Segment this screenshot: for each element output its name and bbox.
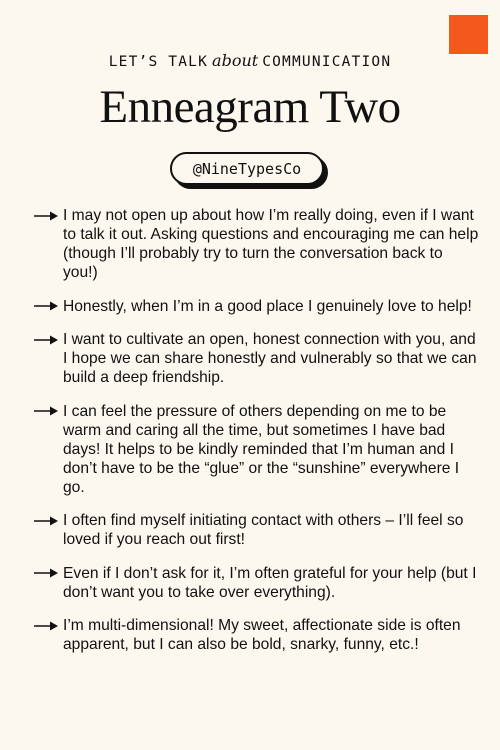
list-item [34, 330, 480, 387]
list-item-text: I often find myself initiating contact with others – I’ll feel so loved if you reach out first! [63, 512, 464, 548]
right-arrow-icon [34, 206, 63, 225]
kicker-after: COMMUNICATION [262, 54, 392, 70]
right-arrow-icon [34, 402, 63, 421]
right-arrow-icon [34, 297, 63, 316]
list-item [34, 402, 480, 497]
tips-list [34, 206, 480, 669]
kicker-before: LET’S TALK [108, 54, 209, 70]
list-item [34, 511, 480, 549]
kicker-script-word: about [212, 51, 259, 70]
list-item-text: I can feel the pressure of others depending on me to be warm and caring all the time, but sometimes I have bad days! It helps to be kindly reminded that I’m human and I don’t have to be the “glue” or the “sunshine” everywhere I go. [63, 402, 460, 496]
right-arrow-icon [34, 616, 63, 635]
list-item [34, 616, 480, 654]
kicker-heading [0, 51, 500, 70]
right-arrow-icon [34, 511, 63, 530]
list-item [34, 564, 480, 602]
right-arrow-icon [34, 564, 63, 583]
handle-badge [170, 152, 328, 189]
right-arrow-icon [34, 330, 63, 349]
list-item-text: Honestly, when I’m in a good place I genuinely love to help! [63, 297, 472, 315]
list-item [34, 297, 480, 316]
list-item-text: I want to cultivate an open, honest connection with you, and I hope we can share honestly and vulnerably so that we can build a deep friendship. [63, 331, 477, 386]
list-item [34, 206, 480, 282]
corner-accent-square [449, 15, 488, 54]
handle-label: @NineTypesCo [170, 152, 324, 185]
page-title: Enneagram Two [99, 81, 401, 133]
list-item-text: Even if I don’t ask for it, I’m often grateful for your help (but I don’t want you to take over everything). [63, 564, 477, 601]
list-item-text: I may not open up about how I’m really doing, even if I want to talk it out. Asking questions and encouraging me can help (though I’ll probably try to turn the conversation back to you!) [63, 207, 479, 281]
list-item-text: I’m multi-dimensional! My sweet, affectionate side is often apparent, but I can also be bold, snarky, funny, etc.! [63, 617, 461, 653]
